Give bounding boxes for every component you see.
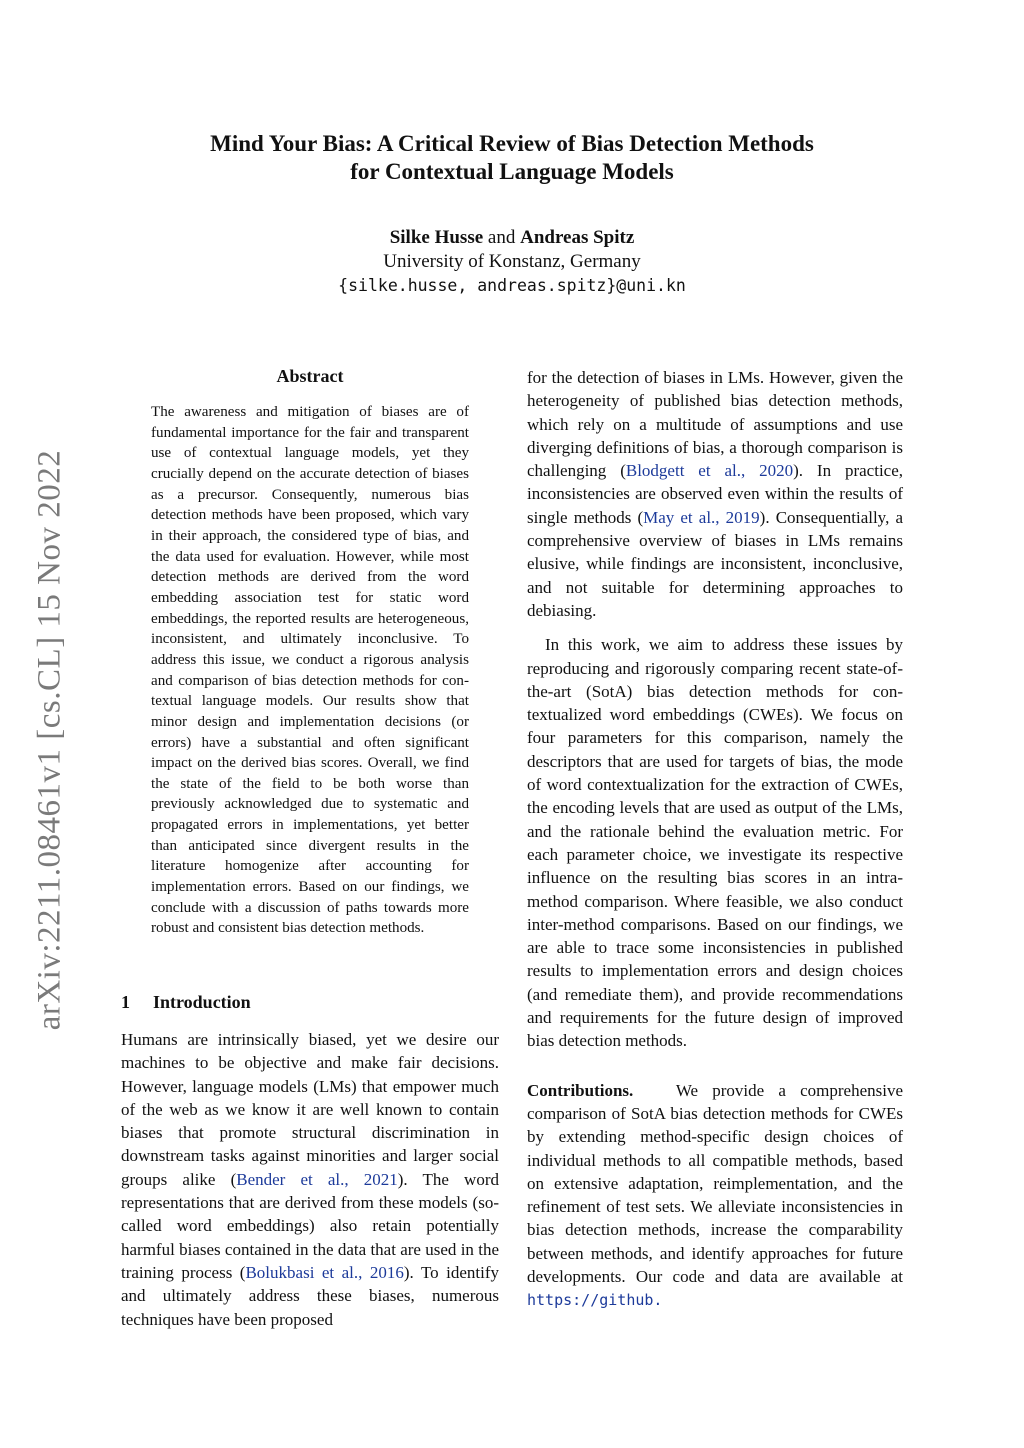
left-column-body <box>121 1028 499 1331</box>
author-block <box>0 226 1024 298</box>
citation-bolukbasi[interactable]: Bolukbasi et al., 2016 <box>245 1262 404 1282</box>
code-url-link[interactable]: https://github. <box>527 1291 663 1310</box>
section-number: 1 <box>121 992 130 1012</box>
abstract-text: The awareness and mitigation of biases are of fundamental importance for the fair and transparent use of contextual language models, yet they crucially depend on the accurate detection of biases as a precursor. Consequently, numerous bias detection methods have been proposed, which vary in their approach, the considered type of bias, and the data used for evaluation. However, while most detection methods are derived from the word embedding association test for static word embeddings, the reported results are heterogeneous, inconsistent, and ultimately inconclusive. To address this issue, we conduct a rigorous analysis and comparison of bias detection methods for contextual language models. Our results show that minor design and implementation decisions (or errors) have a substantial and often significant impact on the derived bias scores. Overall, we find the state of the field to be both worse than previously acknowledged due to systematic and propagated errors in implementations, yet better than anticipated since divergent results in the literature homogenize after accounting for implementation errors. Based on our findings, we conclude with a discussion of paths towards more robust and consistent bias detection methods. <box>151 404 469 937</box>
intro-paragraph-2: In this work, we aim to address these issues by reproducing and rigorously comparing recent state-of-the-art (SotA) bias detection methods for contextualized word embeddings (CWEs). We focus on four parameters for this comparison, namely the descriptors that are used for targets of bias, the mode of word contextualization for the extraction of CWEs, the encoding levels that are used as output of the LMs, and the rationale behind the evaluation metric. For each parameter choice, we investigate its respective influence on the resulting bias scores in an intra-method comparison. Where feasible, we also conduct inter-method comparisons. Based on our findings, we are able to trace some inconsistencies in published results to implementation errors and design choices (and remediate them), and provide recommendations and requirements for the future design of improved bias detection methods. <box>527 635 903 1051</box>
author-names <box>0 226 1024 250</box>
contributions-paragraph: Contributions. We provide a comprehensive comparison of SotA bias detection methods for CWEs by extending method-specific design choices of individual methods to all compatible methods, based on extensive adaptation, reimplementation, and the refinement of test sets. We alleviate inconsistencies in bias detection methods, increase the comparability between methods, and identify approaches for future developments. Our code and data are available at https://github. <box>527 1080 904 1310</box>
section-heading <box>121 992 251 1013</box>
citation-may[interactable]: May et al., 2019 <box>643 507 760 527</box>
arxiv-stamp <box>20 430 80 1050</box>
title-line-2: for Contextual Language Models <box>350 159 674 184</box>
affiliation: University of Konstanz, Germany <box>383 251 641 272</box>
author-separator: and <box>487 227 516 248</box>
intro-paragraph-1-cont: for the detection of biases in LMs. However, given the heterogeneity of published bias detection methods, which rely on a multitude of assumptions and use diverging definitions of bias, a thorough comparison is challenging (Blodgett et al., 2020). In practice, inconsistencies are observed even within the results of single methods (May et al., 2019). Consequentially, a comprehensive overview of biases in LMs remains elusive, while findings are inconsistent, inconclusive, and not suitable for determining approaches to debiasing. <box>527 368 904 620</box>
right-column-body <box>527 366 903 1313</box>
title-line-1: Mind Your Bias: A Critical Review of Bias Detection Methods <box>210 131 814 156</box>
arxiv-stamp-text: arXiv:2211.08461v1 [cs.CL] 15 Nov 2022 <box>31 449 68 1031</box>
intro-paragraph-1: Humans are intrinsically biased, yet we desire our machines to be objective and make fair decisions. However, language models (LMs) that empower much of the web as we know it are well known to contain biases that promote structural discrimination in downstream tasks against minorities and larger social groups alike (Bender et al., 2021). The word representations that are derived from these models (so-called word embeddings) also retain potentially harmful biases contained in the data that are used in the training process (Bolukbasi et al., 2016). To identify and ultimately address these biases, numerous techniques have been proposed <box>121 1030 500 1329</box>
email: {silke.husse, andreas.spitz}@uni.kn <box>338 276 686 295</box>
abstract-heading: Abstract <box>276 366 344 386</box>
citation-bender[interactable]: Bender et al., 2021 <box>236 1169 398 1189</box>
author-1: Silke Husse <box>389 227 484 248</box>
section-title: Introduction <box>153 992 251 1012</box>
contributions-heading: Contributions. <box>527 1080 634 1100</box>
citation-blodgett[interactable]: Blodgett et al., 2020 <box>625 461 794 481</box>
author-2: Andreas Spitz <box>520 227 635 248</box>
paper-title <box>0 130 1024 186</box>
